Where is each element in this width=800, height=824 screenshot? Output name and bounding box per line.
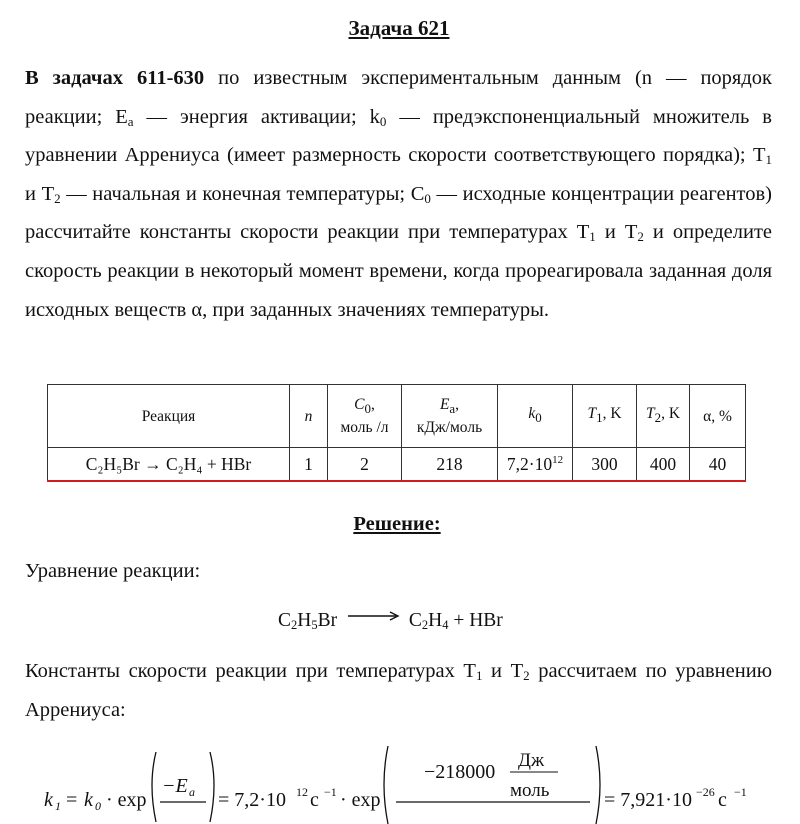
header-k0: $k_0$ bbox=[498, 385, 573, 448]
svg-text:Дж: Дж bbox=[518, 750, 545, 771]
solution-title: Решение: bbox=[353, 513, 441, 535]
header-alpha: α, % bbox=[690, 385, 746, 448]
reaction-arrow-icon bbox=[346, 611, 400, 621]
reaction-equation: $C_2H_5Br$ $C_2H_4$ + HBr bbox=[278, 610, 503, 632]
svg-text:12: 12 bbox=[296, 785, 308, 799]
svg-text:a: a bbox=[189, 785, 195, 799]
data-table bbox=[47, 384, 746, 482]
svg-text:=: = bbox=[66, 789, 78, 811]
arrhenius-formula bbox=[44, 744, 784, 813]
svg-text:с: с bbox=[718, 789, 727, 811]
table-row bbox=[48, 448, 746, 482]
table-header-row bbox=[48, 385, 746, 448]
svg-text:−26: −26 bbox=[696, 785, 715, 799]
cell-c0: 2 bbox=[328, 448, 402, 482]
cell-k0: $7,2\cdot 10^{12}$ bbox=[498, 448, 573, 482]
svg-text:−1: −1 bbox=[324, 785, 337, 799]
cell-alpha: 40 bbox=[690, 448, 746, 482]
task-range: В задачах 611-630 bbox=[25, 67, 205, 89]
equation-intro: Уравнение реакции: bbox=[25, 560, 201, 582]
header-reaction: Реакция bbox=[48, 385, 290, 448]
svg-text:−218000: −218000 bbox=[424, 761, 496, 783]
svg-text:· exp: · exp bbox=[106, 789, 147, 811]
cell-t1: 300 bbox=[573, 448, 637, 482]
cell-ea: 218 bbox=[402, 448, 498, 482]
svg-text:k: k bbox=[84, 789, 93, 811]
svg-text:−E: −E bbox=[162, 775, 188, 797]
svg-text:k: k bbox=[44, 789, 53, 811]
header-t2: $T_2$, K bbox=[637, 385, 690, 448]
cell-n: 1 bbox=[290, 448, 328, 482]
cell-t2: 400 bbox=[637, 448, 690, 482]
svg-text:1: 1 bbox=[55, 799, 61, 813]
task-description: В задачах 611-630 по известным экспериментальным данным (n — порядок реакции; $E_a$ — энергия активации; $k_0$ — предэкспоненциальный множитель в уравнении Аррениуса (имеет размерность скорости соответствующего порядка); $T_1$ и $T_2$ — начальная и конечная температуры; $C_0$ — исходные концентрации реагентов) рассчитайте константы скорости реакции при температурах $T_1$ и $T_2$ и определите скорость реакции в некоторый момент времени, когда прореагировала заданная доля исходных веществ α, при заданных значениях температуры. bbox=[25, 67, 773, 321]
task-title: Задача 621 bbox=[348, 16, 450, 40]
svg-text:с: с bbox=[310, 789, 319, 811]
header-t1: $T_1$, K bbox=[573, 385, 637, 448]
header-ea: $E_a$, кДж/моль bbox=[402, 385, 498, 448]
header-n: n bbox=[290, 385, 328, 448]
svg-text:моль: моль bbox=[510, 780, 550, 801]
svg-text:−1: −1 bbox=[734, 785, 747, 799]
header-c0: $C_0$, моль /л bbox=[328, 385, 402, 448]
svg-text:= 7,921·10: = 7,921·10 bbox=[604, 789, 692, 811]
svg-text:= 7,2·10: = 7,2·10 bbox=[218, 789, 286, 811]
table-accent-line bbox=[47, 480, 746, 482]
svg-text:· exp: · exp bbox=[340, 789, 381, 811]
svg-text:0: 0 bbox=[95, 799, 101, 813]
arrhenius-intro: Константы скорости реакции при температурах $T_1$ и $T_2$ рассчитаем по уравнению Аррениуса: bbox=[25, 660, 773, 721]
cell-reaction: C₂H₅Br → C₂H₄ + HBr bbox=[48, 448, 290, 482]
